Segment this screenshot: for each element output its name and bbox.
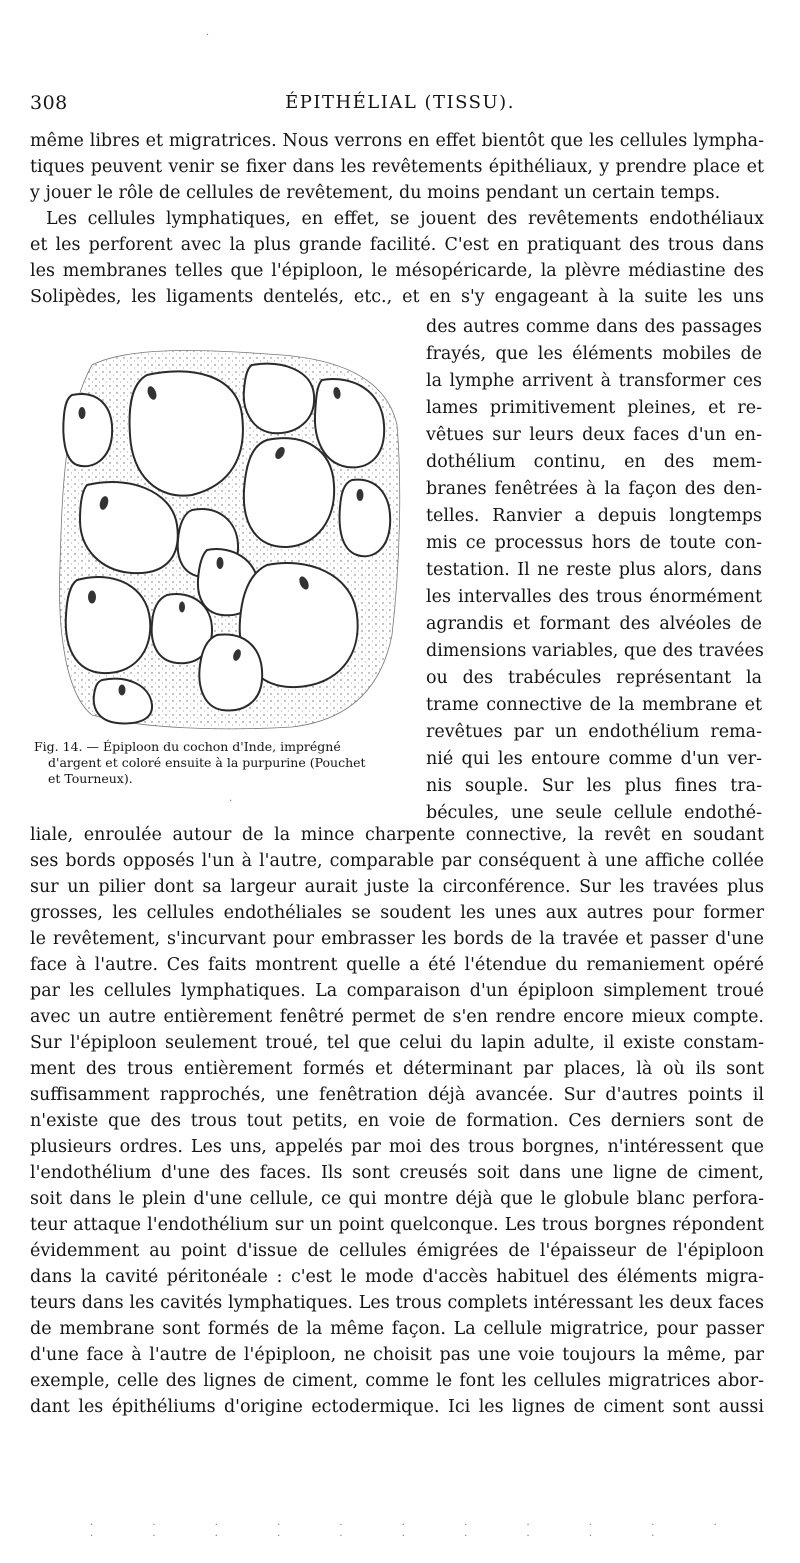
- body-line: par les cellules lymphatiques. La comparaison d'un épiploon simplement troué: [30, 981, 764, 1001]
- body-line: les intervalles des trous énormément: [426, 587, 762, 607]
- body-line: et les perforent avec la plus grande facilité. C'est en pratiquant des trous dans: [30, 235, 764, 255]
- body-line: telles. Ranvier a depuis longtemps: [426, 506, 762, 526]
- figure-caption-line: Fig. 14. — Épiploon du cochon d'Inde, imprégné: [34, 739, 341, 754]
- figure-caption-line: d'argent et coloré ensuite à la purpurine (Pouchet: [48, 755, 366, 770]
- body-line: avec un autre entièrement fenêtré permet de s'en rendre encore mieux compte.: [30, 1007, 764, 1027]
- scan-speck: ·: [206, 30, 210, 41]
- body-line: dothélium continu, en des mem-: [426, 452, 762, 472]
- body-line: des autres comme dans des passages: [426, 317, 762, 337]
- body-line: grosses, les cellules endothéliales se soudent les unes aux autres pour former: [30, 903, 764, 923]
- body-line: d'une face à l'autre de l'épiploon, ne choisit pas une voie toujours la même, par: [30, 1345, 764, 1365]
- body-line: dimensions variables, que des travées: [426, 641, 764, 661]
- body-line: branes fenêtrées à la façon des den-: [426, 479, 762, 499]
- body-line: n'existe que des trous tout petits, en voie de formation. Ces derniers sont de: [30, 1111, 764, 1131]
- body-line: mis ce processus hors de toute con-: [426, 533, 762, 553]
- body-line: évidemment au point d'issue de cellules émigrées de l'épaisseur de l'épiploon: [30, 1241, 764, 1261]
- body-line: vêtues sur leurs deux faces d'un en-: [426, 425, 762, 445]
- body-line: la lymphe arrivent à transformer ces: [426, 371, 762, 391]
- running-header: [30, 92, 770, 120]
- body-line: ses bords opposés l'un à l'autre, comparable par conséquent à une affiche collée: [30, 851, 764, 871]
- running-title: ÉPITHÉLIAL (TISSU).: [285, 92, 515, 113]
- body-line: ment des trous entièrement formés et déterminant par places, là où ils sont: [30, 1059, 764, 1079]
- body-line: même libres et migratrices. Nous verrons en effet bientôt que les cellules lympha-: [30, 131, 764, 151]
- body-line: bécules, une seule cellule endothé-: [426, 803, 762, 823]
- body-line: l'endothélium d'une des faces. Ils sont creusés soit dans une ligne de ciment,: [30, 1163, 764, 1183]
- body-line: les membranes telles que l'épiploon, le mésopéricarde, la plèvre médiastine des: [30, 261, 764, 281]
- body-line: dant les épithéliums d'origine ectodermique. Ici les lignes de ciment sont aussi: [30, 1397, 764, 1417]
- body-line: Sur l'épiploon seulement troué, tel que celui du lapin adulte, il existe constam-: [30, 1033, 764, 1053]
- scan-speck-row: · · · · · · · · · · · · · · · · · · · · ·: [90, 1520, 745, 1542]
- body-line: frayés, que les éléments mobiles de: [426, 344, 762, 364]
- body-line: dans la cavité péritonéale : c'est le mode d'accès habituel des éléments migra-: [30, 1267, 764, 1287]
- body-line: lames primitivement pleines, et re-: [426, 398, 762, 418]
- body-line: suffisamment rapprochés, une fenêtration déjà avancée. Sur d'autres points il: [30, 1085, 764, 1105]
- body-line: nié qui les entoure comme d'un ver-: [426, 749, 762, 769]
- scan-speck: ·: [229, 796, 233, 807]
- body-line: Les cellules lymphatiques, en effet, se jouent des revêtements endothéliaux: [46, 209, 764, 229]
- body-line: soit dans le plein d'une cellule, ce qui montre déjà que le globule blanc perfora-: [30, 1189, 764, 1209]
- body-line: de membrane sont formés de la même façon. La cellule migratrice, pour passer: [30, 1319, 764, 1339]
- body-line: testation. Il ne reste plus alors, dans: [426, 560, 762, 580]
- body-line: revêtues par un endothélium rema-: [426, 722, 762, 742]
- body-line: exemple, celle des lignes de ciment, comme le font les cellules migratrices abor-: [30, 1371, 764, 1391]
- body-line: liale, enroulée autour de la mince charpente connective, la revêt en soudant: [30, 825, 764, 845]
- body-line: sur un pilier dont sa largeur aurait juste la circonférence. Sur les travées plus: [30, 877, 764, 897]
- body-line: Solipèdes, les ligaments dentelés, etc., et en s'y engageant à la suite les uns: [30, 287, 764, 307]
- epiploon-illustration: [52, 335, 404, 730]
- figure-caption-line: et Tourneux).: [48, 771, 133, 786]
- body-line: y jouer le rôle de cellules de revêtement, du moins pendant un certain temps.: [30, 183, 721, 203]
- body-line: ou des trabécules représentant la: [426, 668, 762, 688]
- body-line: tiques peuvent venir se fixer dans les revêtements épithéliaux, y prendre place et: [30, 157, 764, 177]
- body-line: face à l'autre. Ces faits montrent quelle a été l'étendue du remaniement opéré: [30, 955, 764, 975]
- body-line: agrandis et formant des alvéoles de: [426, 614, 762, 634]
- body-line: teurs dans les cavités lymphatiques. Les trous complets intéressant les deux faces: [30, 1293, 764, 1313]
- body-line: nis souple. Sur les plus fines tra-: [426, 776, 762, 796]
- body-line: plusieurs ordres. Les uns, appelés par moi des trous borgnes, n'intéressent que: [30, 1137, 764, 1157]
- page-number: 308: [30, 92, 68, 114]
- body-line: le revêtement, s'incurvant pour embrasser les bords de la travée et passer d'une: [30, 929, 764, 949]
- body-line: teur attaque l'endothélium sur un point quelconque. Les trous borgnes répondent: [30, 1215, 764, 1235]
- body-line: trame connective de la membrane et: [426, 695, 762, 715]
